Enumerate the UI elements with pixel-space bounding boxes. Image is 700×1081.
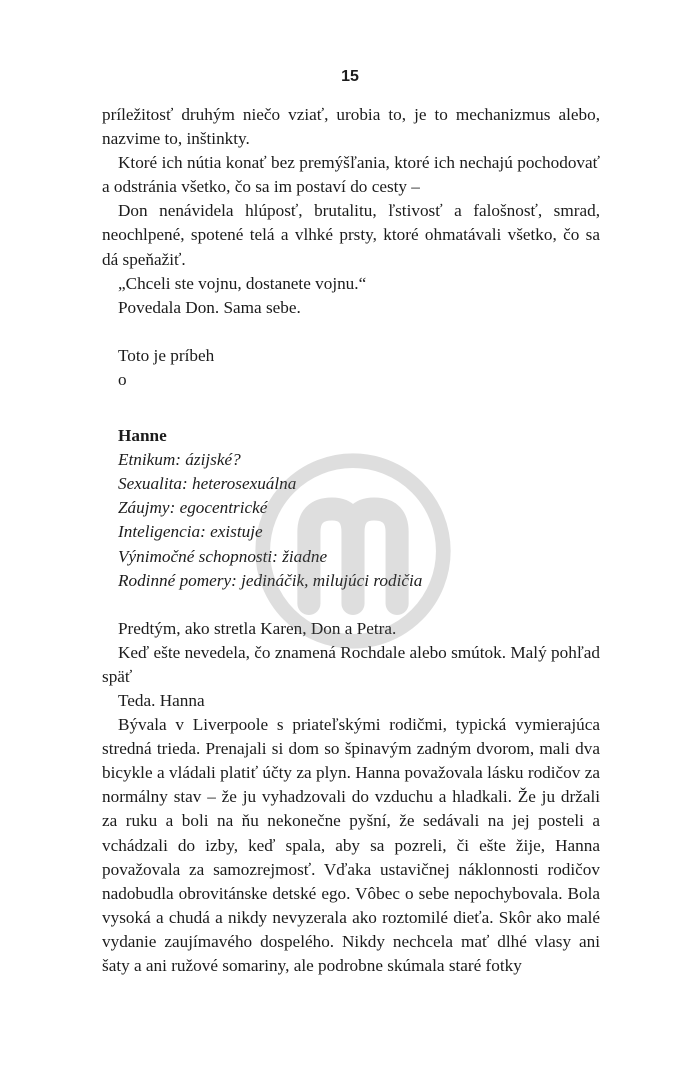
- profile-line: Výnimočné schopnosti: žiadne: [118, 546, 328, 566]
- paragraph: Ktoré ich nútia konať bez premýšľania, ktoré ich nechajú pochodovať a odstránia všetko, čo sa im postaví do cesty –: [102, 153, 600, 197]
- profile-line: Inteligencia: existuje: [118, 522, 263, 542]
- paragraph: Bývala v Liverpoole s priateľskými rodičmi, typická vymierajúca stredná trieda. Prenajali si dom so špinavým zadným dvorom, mali dva bicykle a vládali platiť účty za plyn. Hanna považovala lásku rodičov za normálny stav – že ju vyhadzovali do vzduchu a hladkali. Že ju držali za ruku a boli na ňu nekonečne pyšní, že sedávali na jej posteli a vchádzali do izby, keď spala, aby sa pozreli, či ešte žije, Hanna považovala za samozrejmosť. Vďaka ustavičnej náklonnosti rodičov nadobudla obrovitánske detské ego. Vôbec o sebe nepochybovala. Bola vysoká a chudá a nikdy nevyzerala ako roztomilé dieťa. Skôr ako malé vydanie zaujímavého dospelého. Nikdy nechcela mať dlhé vlasy ani šaty a ani ružové somariny, ale podrobne skúmala staré fotky: [102, 715, 600, 975]
- character-name: Hanne: [118, 426, 167, 446]
- profile-line: Etnikum: ázijské?: [118, 450, 241, 470]
- profile-line: Záujmy: egocentrické: [118, 498, 268, 518]
- intro-line: o: [118, 369, 127, 389]
- profile-line: Rodinné pomery: jedináčik, milujúci rodičia: [118, 570, 423, 590]
- paragraph: Povedala Don. Sama sebe.: [118, 297, 301, 317]
- page-body: [102, 103, 600, 978]
- profile-line: Sexualita: heterosexuálna: [118, 474, 297, 494]
- dialogue-line: „Chceli ste vojnu, dostanete vojnu.“: [118, 273, 367, 293]
- intro-line: Toto je príbeh: [118, 345, 215, 365]
- section-break: [102, 392, 600, 416]
- paragraph: Predtým, ako stretla Karen, Don a Petra.: [118, 618, 397, 638]
- page-number: 15: [341, 68, 359, 85]
- section-break: [102, 320, 600, 344]
- paragraph: Teda. Hanna: [118, 690, 205, 710]
- section-break: [102, 593, 600, 617]
- paragraph: Don nenávidela hlúposť, brutalitu, ľstivosť a falošnosť, smrad, neochlpené, spotené telá a vlhké prsty, ktoré ohmatávali všetko, čo sa dá speňažiť.: [102, 201, 600, 269]
- paragraph: Keď ešte nevedela, čo znamená Rochdale alebo smútok. Malý pohľad späť: [102, 642, 600, 686]
- paragraph: príležitosť druhým niečo vziať, urobia to, je to mechanizmus alebo, nazvime to, inštinkty.: [102, 105, 600, 149]
